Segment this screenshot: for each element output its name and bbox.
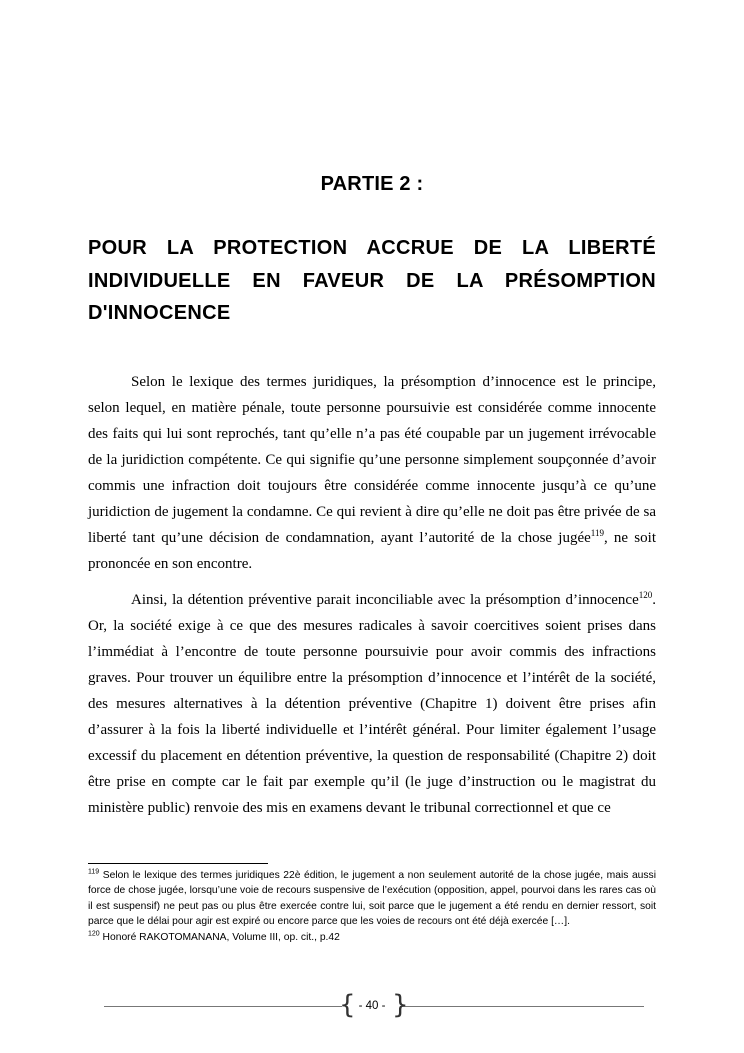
left-brace-icon: { (339, 990, 356, 1020)
footnote-number: 119 (88, 868, 100, 876)
footer-rule-left (104, 1006, 342, 1007)
footnote-119 (88, 868, 656, 930)
footnote-ref-120[interactable]: 120 (638, 590, 653, 600)
body-paragraph-1 (88, 369, 656, 577)
body-paragraph-2 (88, 587, 656, 821)
footer-rule-right (400, 1006, 644, 1007)
footnote-separator (88, 863, 268, 864)
footnote-number: 120 (88, 930, 100, 938)
paragraph-text: Selon le lexique des termes juridiques, la présomption d’innocence est le principe, selon lequel, en matière pénale, toute personne poursuivie est considérée comme innocente des faits qui lui sont reprochés, tant qu’elle n’a pas été coupable par un jugement irrévocable de la juridiction compétente. Ce qui signifie qu’une personne simplement soupçonnée d’avoir commis une infraction doit toujours être considérée comme innocente jusqu’à ce qu’une juridiction de jugement la condamne. Ce qui revient à dire qu’elle ne doit pas être privée de sa liberté tant qu’une décision de condamnation, ayant l’autorité de la chose jugée (88, 374, 656, 546)
footnotes (88, 868, 656, 945)
paragraph-text: , ne soit prononcée en son encontre. (88, 530, 656, 572)
footnote-text: Honoré RAKOTOMANANA, Volume III, op. cit., p.42 (99, 931, 340, 943)
page-number: - 40 - (358, 1000, 386, 1012)
document-page (88, 0, 656, 1053)
part-title: PARTIE 2 : (320, 173, 424, 195)
footnote-120 (88, 930, 656, 945)
footnote-text: Selon le lexique des termes juridiques 22è édition, le jugement a non seulement autorité de la chose jugée, mais aussi force de chose jugée, lorsqu’une voie de recours suspensive de l’exécution (opposition, appel, pourvoi dans les rares cas où il est suspensif) ne peut pas ou plus être exercée contre lui, soit parce que le jugement a été rendu en dernier ressort, soit parce que le délai pour agir est expiré ou encore parce que les voies de recours ont été déjà exercée […]. (88, 870, 656, 928)
section-title: POUR LA PROTECTION ACCRUE DE LA LIBERTÉ INDIVIDUELLE EN FAVEUR DE LA PRÉSOMPTION D'INNOCENCE (88, 237, 656, 324)
paragraph-text: . Or, la société exige à ce que des mesures radicales à savoir coercitives soient prises dans l’immédiat à l’encontre de toute personne poursuivie pour avoir commis des infractions graves. Pour trouver un équilibre entre la présomption d’innocence et l’intérêt de la société, des mesures alternatives à la détention préventive (Chapitre 1) doivent être prises afin d’assurer à la fois la liberté individuelle et l’intérêt général. Pour limiter également l’usage excessif du placement en détention préventive, la question de responsabilité (Chapitre 2) doit être prise en compte car le fait par exemple qu’il (le juge d’instruction ou le magistrat du ministère public) renvoie des mis en examens devant le tribunal correctionnel et que ce (88, 592, 656, 816)
right-brace-icon: } (392, 990, 409, 1020)
paragraph-text: Ainsi, la détention préventive parait inconciliable avec la présomption d’innocence (131, 592, 639, 608)
footnote-ref-119[interactable]: 119 (590, 528, 604, 538)
